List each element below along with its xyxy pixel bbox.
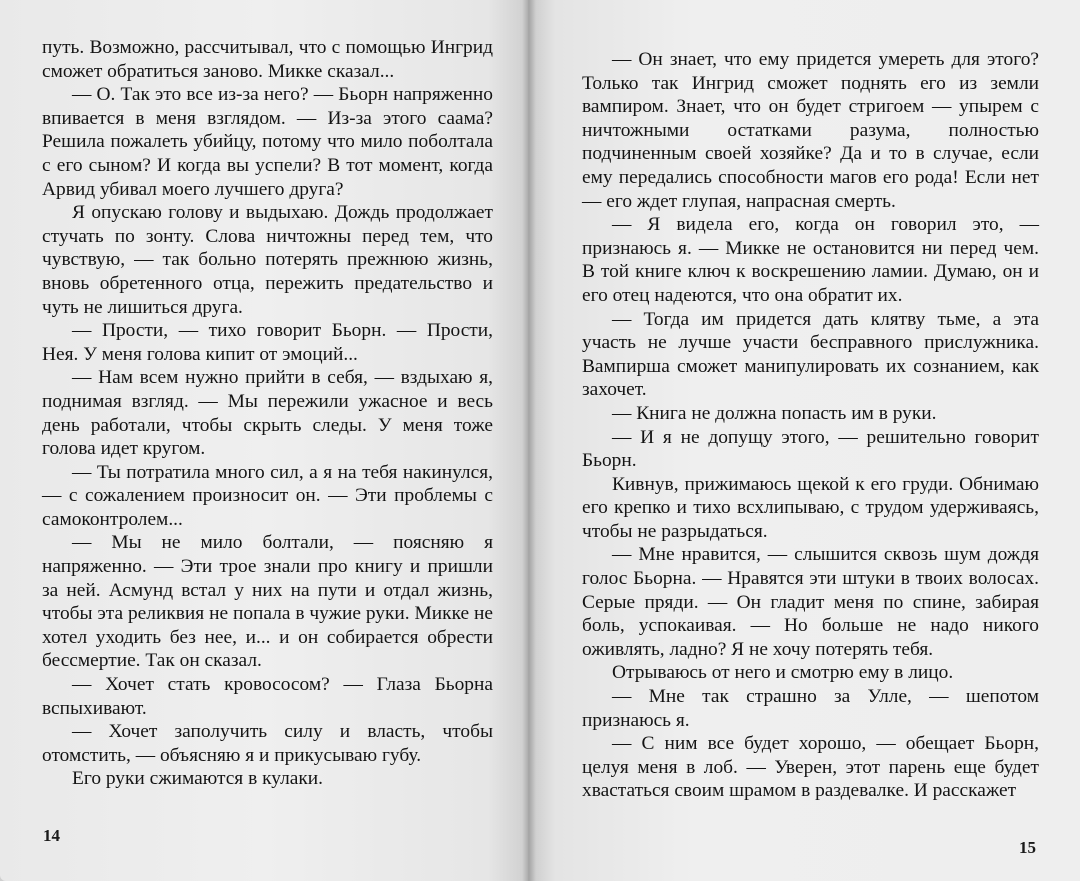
book-gutter [522, 0, 536, 881]
paragraph: Его руки сжимаются в кулаки. [72, 768, 323, 790]
paragraph: — С ним все будет хорошо, — обещает Бьорн, целуя меня в лоб. — Уверен, этот парень еще будет хвастаться своим шрамом в раздевалке. И расскажет [582, 733, 1039, 802]
paragraph: Кивнув, прижимаюсь щекой к его груди. Обнимаю его крепко и тихо всхлипываю, с трудом удерживаясь, чтобы не разрыдаться. [582, 473, 1039, 542]
paragraph: — Мне нравится, — слышится сквозь шум дождя голос Бьорна. — Нравятся эти штуки в твоих волосах. Серые пряди. — Он гладит меня по спине, забирая боль, успокаивая. — Но больше не надо никого оживлять, ладно? Я не хочу потерять тебя. [582, 544, 1039, 660]
page-number-left: 14 [43, 826, 60, 845]
paragraph: — Он знает, что ему придется умереть для этого? Только так Ингрид сможет поднять его из земли вампиром. Знает, что он будет стригоем — упырем с ничтожными остатками разума, полностью подчиненным своей хозяйке? Да и то в случае, если ему передались способности магов его рода! Если нет — его ждет глупая, напрасная смерть. [582, 49, 1039, 212]
paragraph: — Хочет заполучить силу и власть, чтобы отомстить, — объясняю я и прикусываю губу. [42, 721, 493, 766]
paragraph: — Книга не должна попасть им в руки. [612, 402, 937, 424]
paragraph: путь. Возможно, рассчитывал, что с помощью Ингрид сможет обратиться заново. Микке сказал... [42, 37, 493, 82]
paragraph: Я опускаю голову и выдыхаю. Дождь продолжает стучать по зонту. Слова ничтожны перед тем, что чувствую, — так больно потерять прежнюю жизнь, вновь обретенного отца, пережить предательство и чуть не лишиться друга. [42, 202, 493, 318]
paragraph: — Прости, — тихо говорит Бьорн. — Прости, Нея. У меня голова кипит от эмоций... [42, 320, 493, 365]
right-page-text [582, 48, 1039, 803]
paragraph: — Хочет стать кровососом? — Глаза Бьорна вспыхивают. [42, 674, 493, 719]
paragraph: — И я не допущу этого, — решительно говорит Бьорн. [582, 426, 1039, 472]
page-number-right: 15 [1019, 838, 1036, 857]
paragraph: — О. Так это все из-за него? — Бьорн напряженно впивается в меня взглядом. — Из-за этого саама? Решила пожалеть убийцу, потому что мило поболтала с его сыном? И когда вы успели? В тот момент, когда Арвид убивал моего лучшего друга? [42, 84, 493, 200]
paragraph: — Мне так страшно за Улле, — шепотом признаюсь я. [582, 686, 1039, 731]
paragraph: — Нам всем нужно прийти в себя, — вздыхаю я, поднимая взгляд. — Мы пережили ужасное и весь день работали, чтобы скрыть следы. У меня тоже голова идет кругом. [42, 367, 493, 460]
paragraph: — Тогда им придется дать клятву тьме, а эта участь не лучше участи бесправного прислужника. Вампирша сможет манипулировать их сознанием, как захочет. [582, 308, 1039, 401]
left-page-text [42, 36, 493, 791]
paragraph: — Я видела его, когда он говорил это, — признаюсь я. — Микке не остановится ни перед чем. В той книге ключ к воскрешению ламии. Думаю, он и его отец надеются, что она обратит их. [582, 214, 1039, 306]
paragraph: Отрываюсь от него и смотрю ему в лицо. [612, 662, 954, 684]
paragraph: — Мы не мило болтали, — поясняю я напряженно. — Эти трое знали про книгу и пришли за ней. Асмунд встал у них на пути и отдал жизнь, чтобы эта реликвия не попала в чужие руки. Микке не хотел уходить без нее, и... и он собирается обрести бессмертие. Так он сказал. [42, 532, 493, 672]
paragraph: — Ты потратила много сил, а я на тебя накинулся, — с сожалением произносит он. — Эти проблемы с самоконтролем... [42, 461, 493, 530]
